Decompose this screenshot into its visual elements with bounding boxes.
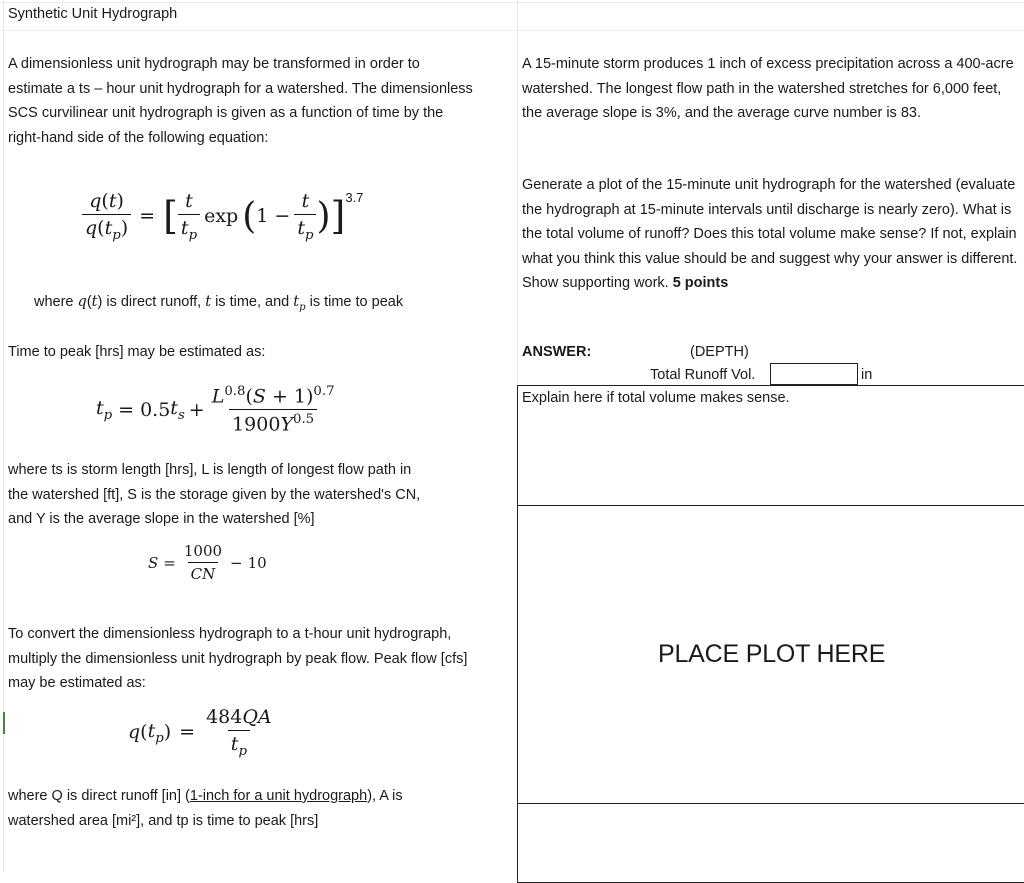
- plot-placeholder-text: PLACE PLOT HERE: [658, 640, 886, 668]
- unit-label: in: [861, 367, 873, 383]
- equation-storage: S = $\frac{1000}{CN}$ − 10: [148, 542, 267, 583]
- total-runoff-label: Total Runoff Vol.: [650, 367, 756, 383]
- grid-line: [0, 30, 1024, 31]
- equation-peak-flow: q ( $t_p$ ) = $\frac{484QA}{t_p}$: [128, 706, 272, 759]
- explanation-placeholder: Explain here if total volume makes sense.: [522, 390, 790, 406]
- cell-cursor-marker: [3, 712, 5, 734]
- sheet-title: Synthetic Unit Hydrograph: [8, 6, 178, 22]
- eq2-where-line-1: where ts is storm length [hrs], L is length of longest flow path in: [8, 462, 412, 478]
- eq2-where-text: [8, 458, 488, 532]
- intro-text: A dimensionless unit hydrograph may be transformed in order to estimate a ts – hour unit hydrograph for a watershed. The dimensionless SCS curvilinear unit hydrograph is given as a function of time by the right-hand side of the following equation:: [8, 56, 473, 146]
- eq2-where-line-2: the watershed [ft], S is the storage given by the watershed's CN,: [8, 486, 421, 503]
- eq1-where-text: where q(t) is direct runoff, t is time, and $t_p$ is time to peak: [34, 294, 404, 313]
- answer-label: ANSWER:: [522, 344, 592, 360]
- task-statement: Generate a plot of the 15-minute unit hydrograph for the watershed (evaluate the hydrograph at 15-minute intervals until discharge is nearly zero). What is the total volume of runoff? Does this total volume make sense? If not, explain what you think this value should be and suggest why your answer is different. Show supporting work. 5 points: [522, 177, 1018, 291]
- time-to-peak-heading: Time to peak [hrs] may be estimated as:: [8, 344, 266, 360]
- grid-line: [0, 2, 1024, 3]
- eq4-where-text: where Q is direct runoff [in] (1-inch for a unit hydrograph), A is watershed area [mi²], and tp is time to peak [hrs]: [8, 788, 403, 829]
- equation-dimensionless-uh: $\frac{q(t)}{q(t_p)}$ = [ $\frac{t}{t_p}$ exp ( 1 − $\frac{t}{t_p}$ ) ] 3.7: [82, 190, 363, 243]
- convert-text: To convert the dimensionless hydrograph to a t-hour unit hydrograph, multiply the dimensionless unit hydrograph by peak flow. Peak flow [cfs] may be estimated as:: [8, 626, 468, 691]
- supporting-work-box[interactable]: [517, 803, 1024, 883]
- total-runoff-input[interactable]: [770, 363, 858, 385]
- eq2-where-line-3: and Y is the average slope in the watershed [%]: [8, 511, 315, 527]
- grid-line: [3, 0, 4, 872]
- plot-area[interactable]: [517, 505, 1024, 804]
- explanation-box[interactable]: [517, 385, 1024, 506]
- equation-time-to-peak: $t_p$ = 0.5 $t_s$ + $\frac{L^{0.8}(S + 1)^{0.7}}{1900Y^{0.5}}$: [96, 384, 335, 436]
- problem-statement: A 15-minute storm produces 1 inch of excess precipitation across a 400-acre watershed. The longest flow path in the watershed stretches for 6,000 feet, the average slope is 3%, and the average curve number is 83.: [522, 56, 1014, 121]
- depth-label: (DEPTH): [690, 344, 749, 360]
